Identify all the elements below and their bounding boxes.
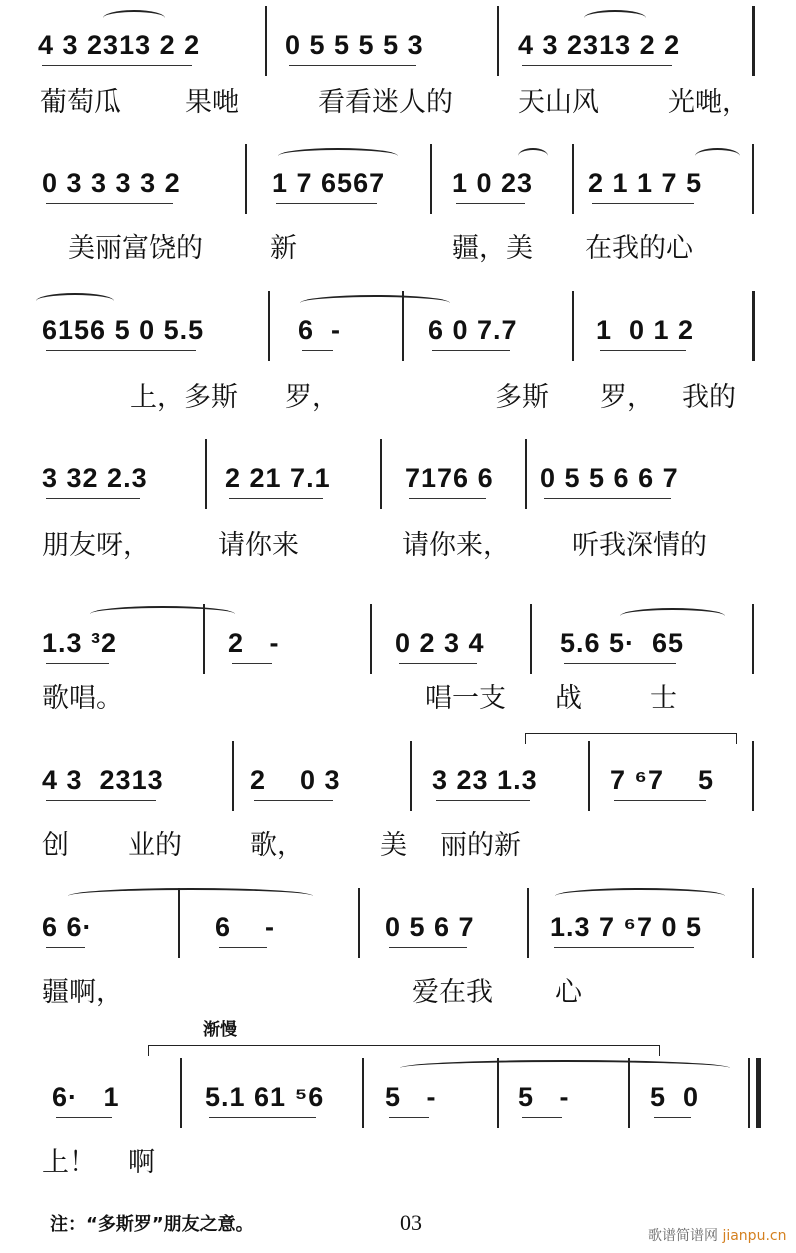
lyric: 罗，: [600, 382, 654, 413]
barline: [628, 1058, 630, 1128]
measure: 1.3 7 ⁶7 0 5: [550, 902, 702, 952]
measure: 5.1 61 ⁵6: [205, 1072, 324, 1122]
barline: [205, 439, 207, 509]
measure: 4 3 2313: [42, 755, 164, 805]
barline: [268, 291, 270, 361]
lyric: 丽的新: [440, 830, 521, 861]
barline: [232, 741, 234, 811]
lyric: 上！: [42, 1147, 96, 1178]
measure: 7 ⁶7 5: [610, 755, 714, 805]
barline: [430, 144, 432, 214]
lyric: 爱在我: [412, 977, 493, 1008]
barline: [752, 741, 754, 811]
measure: 2 21 7.1: [225, 453, 331, 503]
measure: 2 0 3: [250, 755, 341, 805]
measure: 6 0 7.7: [428, 305, 518, 355]
barline: [572, 144, 574, 214]
barline: [752, 291, 755, 361]
lyric: 战: [555, 683, 582, 714]
barline: [530, 604, 532, 674]
lyric: 唱一支: [425, 683, 506, 714]
lyric: 疆啊，: [42, 977, 123, 1008]
lyric: 疆，美: [452, 233, 533, 264]
measure: 3 23 1.3: [432, 755, 538, 805]
lyric: 看看迷人的: [318, 87, 453, 118]
lyric: 啊: [128, 1147, 155, 1178]
lyric: 听我深情的: [572, 530, 707, 561]
barline: [572, 291, 574, 361]
slur-bracket: [525, 733, 737, 744]
staff-system-3: [0, 305, 796, 365]
barline: [245, 144, 247, 214]
staff-system-5: [0, 618, 796, 678]
staff-system-1: [0, 20, 796, 80]
lyric: 心: [555, 977, 582, 1008]
measure: 5 0: [650, 1072, 699, 1122]
lyric: 新: [270, 233, 297, 264]
measure: 4 3 2313 2 2: [518, 20, 680, 70]
footnote: 注：“多斯罗”朋友之意。: [50, 1214, 254, 1235]
measure: 0 5 6 7: [385, 902, 475, 952]
measure: 7176 6: [405, 453, 494, 503]
lyric: 请你来，: [402, 530, 510, 561]
measure: 0 3 3 3 3 2: [42, 158, 181, 208]
barline: [265, 6, 267, 76]
measure: 2 -: [228, 618, 280, 668]
lyric: 果哋: [185, 87, 239, 118]
staff-system-2: [0, 158, 796, 218]
barline: [362, 1058, 364, 1128]
lyric: 士: [650, 683, 677, 714]
barline: [588, 741, 590, 811]
lyric: 多斯: [495, 382, 549, 413]
barline: [525, 439, 527, 509]
barline: [180, 1058, 182, 1128]
lyric: 美丽富饶的: [68, 233, 203, 264]
measure: 4 3 2313 2 2: [38, 20, 200, 70]
measure: 1 0 1 2: [596, 305, 694, 355]
measure: 5 -: [385, 1072, 437, 1122]
lyric: 光哋，: [668, 87, 749, 118]
lyric: 歌，: [250, 830, 304, 861]
lyric: 朋友呀，: [42, 530, 150, 561]
measure: 1.3 ³2: [42, 618, 117, 668]
lyric: 我的: [682, 382, 736, 413]
slur: [68, 888, 313, 904]
lyric: 葡萄瓜: [40, 87, 121, 118]
lyric: 上，多斯: [130, 382, 238, 413]
measure: 6 -: [298, 305, 341, 355]
barline: [410, 741, 412, 811]
barline: [203, 604, 205, 674]
barline: [370, 604, 372, 674]
measure: 3 32 2.3: [42, 453, 148, 503]
measure: 6 6·: [42, 902, 93, 952]
barline: [752, 144, 754, 214]
barline: [497, 1058, 499, 1128]
barline: [752, 6, 755, 76]
staff-system-7: [0, 902, 796, 962]
lyric: 请你来: [218, 530, 299, 561]
measure: 0 5 5 5 5 3: [285, 20, 424, 70]
measure: 0 2 3 4: [395, 618, 485, 668]
lyric: 美: [380, 830, 407, 861]
barline: [178, 888, 180, 958]
staff-system-4: [0, 453, 796, 513]
barline: [752, 888, 754, 958]
barline: [527, 888, 529, 958]
measure: 0 5 5 6 6 7: [540, 453, 679, 503]
measure: 1 0 23: [452, 158, 533, 208]
barline: [358, 888, 360, 958]
lyric: 天山风: [518, 87, 599, 118]
staff-system-8: [0, 1072, 796, 1132]
page-number: 03: [400, 1210, 422, 1235]
ritardando-bracket: [148, 1045, 660, 1056]
lyric: 创: [42, 830, 69, 861]
barline: [497, 6, 499, 76]
measure: 6156 5 0 5.5: [42, 305, 204, 355]
measure: 2 1 1 7 5: [588, 158, 702, 208]
final-barline-thin: [748, 1058, 750, 1128]
barline: [402, 291, 404, 361]
measure: 1 7 6567: [272, 158, 385, 208]
final-barline-thick: [756, 1058, 761, 1128]
lyric: 罗，: [285, 382, 339, 413]
lyric: 业的: [128, 830, 182, 861]
measure: 5.6 5· 65: [560, 618, 684, 668]
tempo-marking: 渐慢: [203, 1020, 237, 1040]
measure: 6· 1: [52, 1072, 120, 1122]
barline: [752, 604, 754, 674]
measure: 6 -: [215, 902, 275, 952]
lyric: 歌唱。: [42, 683, 123, 714]
lyric: 在我的心: [585, 233, 693, 264]
watermark-site: 歌谱简谱网: [648, 1228, 718, 1244]
watermark-domain: jianpu.cn: [722, 1228, 787, 1244]
barline: [380, 439, 382, 509]
measure: 5 -: [518, 1072, 570, 1122]
staff-system-6: [0, 755, 796, 815]
watermark: [648, 1225, 786, 1245]
